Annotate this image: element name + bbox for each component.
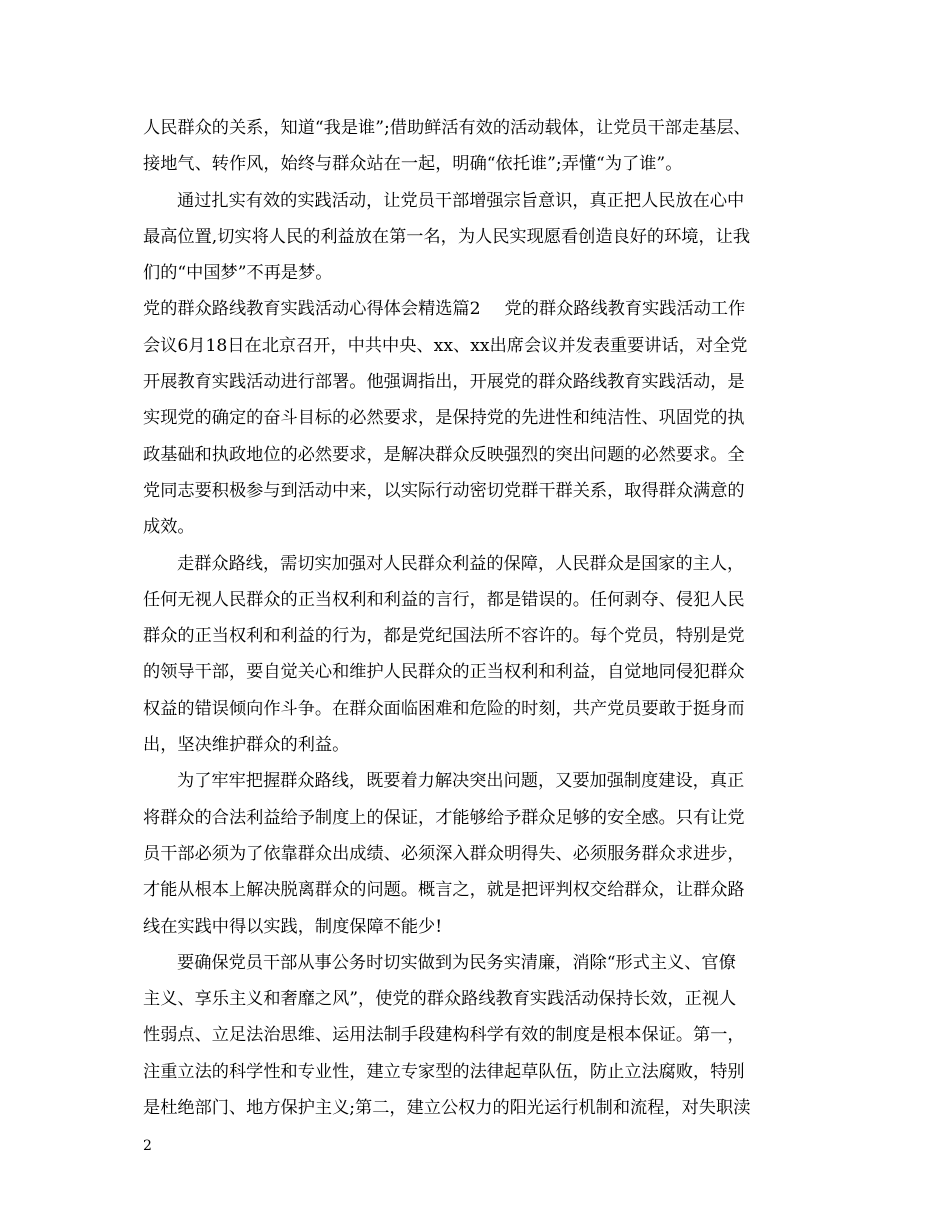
text-line: 实现党的确定的奋斗目标的必然要求，是保持党的先进性和纯洁性、巩固党的执 bbox=[143, 408, 745, 429]
text-line: 的领导干部，要自觉关心和维护人民群众的正当权利和利益，自觉地同侵犯群众 bbox=[143, 662, 745, 683]
paragraph-start-line: 走群众路线，需切实加强对人民群众利益的保障，人民群众是国家的主人， bbox=[177, 553, 745, 574]
text-line: 最高位置,切实将人民的利益放在第一名，为人民实现愿看创造良好的环境，让我 bbox=[143, 226, 751, 247]
text-line: 性弱点、立足法治思维、运用法制手段建构科学有效的制度是根本保证。第一， bbox=[143, 1025, 745, 1046]
section-heading-line bbox=[143, 291, 833, 327]
text-line: 权益的错误倾向作斗争。在群众面临困难和危险的时刻，共产党员要敢于挺身而 bbox=[143, 698, 745, 719]
text-line: 注重立法的科学性和专业性，建立专家型的法律起草队伍，防止立法腐败，特别 bbox=[143, 1061, 745, 1082]
text-line: 成效。 bbox=[143, 517, 195, 538]
text-line: 线在实践中得以实践，制度保障不能少! bbox=[143, 916, 443, 937]
page-number: 2 bbox=[143, 1138, 152, 1154]
text-line: 会议6月18日在北京召开，中共中央、xx、xx出席会议并发表重要讲话，对全党 bbox=[143, 335, 748, 356]
text-line: 将群众的合法利益给予制度上的保证，才能够给予群众足够的安全感。只有让党 bbox=[143, 807, 745, 828]
section-heading: 党的群众路线教育实践活动心得体会精选篇2 bbox=[143, 299, 481, 320]
text-line: 出，坚决维护群众的利益。 bbox=[143, 735, 350, 756]
text-line: 是杜绝部门、地方保护主义;第二，建立公权力的阳光运行机制和流程，对失职渎 bbox=[143, 1098, 751, 1119]
text-line: 们的“中国梦”不再是梦。 bbox=[143, 263, 333, 284]
text-line: 人民群众的关系，知道“我是谁”;借助鲜活有效的活动载体，让党员干部走基层、 bbox=[143, 118, 751, 138]
text-line: 政基础和执政地位的必然要求，是解决群众反映强烈的突出问题的必然要求。全 bbox=[143, 444, 745, 465]
paragraph-start-line: 要确保党员干部从事公务时切实做到为民务实清廉，消除“形式主义、官僚 bbox=[177, 952, 736, 973]
document-body bbox=[143, 110, 833, 1126]
text-line: 党同志要积极参与到活动中来，以实际行动密切党群干群关系，取得群众满意的 bbox=[143, 480, 745, 501]
paragraph-start-line: 为了牢牢把握群众路线，既要着力解决突出问题，又要加强制度建设，真正 bbox=[177, 771, 745, 792]
text-line-segment: 党的群众路线教育实践活动工作 bbox=[504, 299, 746, 320]
text-line: 才能从根本上解决脱离群众的问题。概言之，就是把评判权交给群众，让群众路 bbox=[143, 880, 745, 901]
text-line: 员干部必须为了依靠群众出成绩、必须深入群众明得失、必须服务群众求进步， bbox=[143, 843, 745, 864]
text-line: 接地气、转作风，始终与群众站在一起，明确“依托谁”;弄懂“为了谁”。 bbox=[143, 154, 683, 175]
text-line: 群众的正当权利和利益的行为，都是党纪国法所不容许的。每个党员，特别是党 bbox=[143, 626, 745, 647]
text-line: 开展教育实践活动进行部署。他强调指出，开展党的群众路线教育实践活动，是 bbox=[143, 372, 745, 393]
paragraph-start-line: 通过扎实有效的实践活动，让党员干部增强宗旨意识，真正把人民放在心中 bbox=[177, 190, 745, 211]
text-line: 主义、享乐主义和奢靡之风”，使党的群众路线教育实践活动保持长效，正视人 bbox=[143, 989, 737, 1010]
text-line: 任何无视人民群众的正当权利和利益的言行，都是错误的。任何剥夺、侵犯人民 bbox=[143, 589, 745, 610]
